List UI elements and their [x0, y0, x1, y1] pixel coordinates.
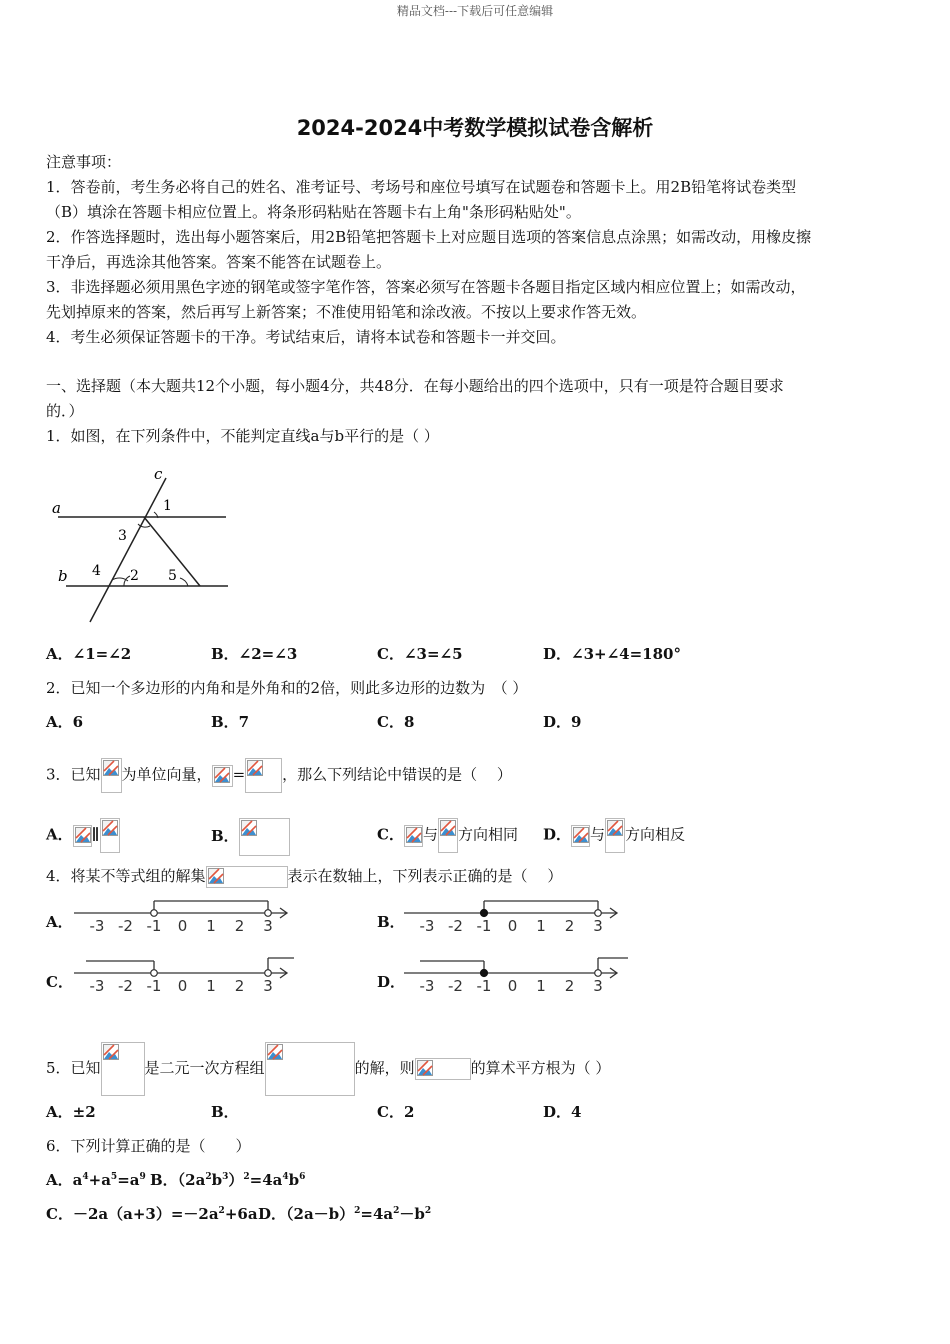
q3-option-a-image-1 — [73, 825, 92, 847]
broken-image-icon — [247, 760, 263, 776]
q5-option-d[interactable]: D．4 — [543, 1103, 582, 1121]
q5-expr-image — [415, 1058, 471, 1080]
q1-option-a[interactable]: A．∠1=∠2 — [46, 645, 132, 663]
q4-option-c-label[interactable]: C． — [46, 973, 73, 991]
q5-stem-a: 5．已知 — [46, 1059, 101, 1077]
tick-label: 0 — [507, 917, 518, 935]
label-c: c — [154, 465, 163, 483]
q5-stem-c: 的解，则 — [354, 1059, 415, 1077]
tick-label: 0 — [177, 917, 188, 935]
q4-option-a-label[interactable]: A． — [46, 913, 73, 931]
q2-option-c[interactable]: C．8 — [377, 713, 415, 731]
tick-label: 2 — [234, 977, 245, 995]
q3-option-d[interactable] — [543, 818, 685, 853]
tick-label: -3 — [419, 977, 435, 995]
q3-option-d-label: D． — [543, 825, 572, 844]
notice-line-4: 干净后，再选涂其他答案。答案不能答在试题卷上。 — [46, 253, 392, 271]
tick-label: -2 — [448, 917, 463, 935]
q2-stem: 2．已知一个多边形的内角和是外角和的2倍，则此多边形的边数为 （ ） — [46, 679, 528, 697]
q3-option-b-label: B． — [211, 827, 239, 845]
q3-option-d-image-2 — [605, 818, 625, 853]
section-line-2: 的．） — [46, 402, 84, 420]
q3-option-c-end: 方向相同 — [457, 825, 518, 844]
q3-option-b[interactable] — [211, 818, 290, 856]
notice-line-2: （B）填涂在答题卡相应位置上。将条形码粘贴在答题卡右上角"条形码粘贴处"。 — [46, 203, 581, 221]
q5-stem — [46, 1042, 610, 1096]
tick-label: -2 — [118, 977, 133, 995]
q3-option-d-image-1 — [571, 825, 590, 847]
q4-stem — [46, 866, 562, 888]
q3-option-a[interactable] — [46, 818, 120, 853]
q5-option-c[interactable]: C．2 — [377, 1103, 415, 1121]
tick-label: 1 — [536, 977, 546, 995]
q3-option-c-label: C． — [377, 825, 404, 844]
tick-label: 1 — [206, 977, 216, 995]
q3-expr-image — [245, 758, 282, 793]
label-2: 2 — [130, 568, 139, 584]
label-1: 1 — [163, 498, 172, 514]
q3-option-c-mid: 与 — [422, 825, 438, 844]
q3-vector-e-image — [101, 758, 122, 793]
q3-option-d-end: 方向相反 — [625, 825, 686, 844]
label-b: b — [58, 567, 68, 585]
q4-option-b-label[interactable]: B． — [377, 913, 405, 931]
label-a: a — [52, 499, 61, 517]
tick-label: 0 — [177, 977, 188, 995]
q4-numberline-d[interactable] — [398, 953, 630, 998]
notice-line-5: 3．非选择题必须用黑色字迹的钢笔或签字笔作答，答案必须写在答题卡各题目指定区域内相应位置上；如需改动， — [46, 278, 806, 296]
q3-stem-c: = — [232, 765, 246, 784]
broken-image-icon — [440, 820, 456, 836]
q3-option-a-label: A． — [46, 825, 73, 844]
q1-figure — [46, 462, 236, 627]
notice-heading: 注意事项： — [46, 153, 122, 171]
q1-option-c[interactable]: C．∠3=∠5 — [377, 645, 463, 663]
q3-stem-b: 为单位向量， — [121, 765, 212, 784]
label-4: 4 — [92, 563, 101, 579]
q1-option-b[interactable]: B．∠2=∠3 — [211, 645, 298, 663]
tick-label: 3 — [263, 977, 273, 995]
q5-stem-d: 的算术平方根为（ ） — [470, 1059, 611, 1077]
notice-line-6: 先划掉原来的答案，然后再写上新答案；不准使用铅笔和涂改液。不按以上要求作答无效。 — [46, 303, 647, 321]
q6-option-d[interactable]: D．$(2a-b)^2=4a^2-b^2$ — [258, 1205, 432, 1223]
broken-image-icon — [241, 820, 257, 836]
tick-label: -1 — [476, 977, 492, 995]
label-3: 3 — [118, 528, 127, 544]
q2-option-a[interactable]: A．6 — [46, 713, 84, 731]
q3-option-a-parallel: ∥ — [91, 825, 100, 844]
tick-label: 1 — [536, 917, 546, 935]
broken-image-icon — [214, 767, 230, 783]
q1-stem: 1．如图，在下列条件中，不能判定直线a与b平行的是（ ） — [46, 427, 439, 445]
q5-solution-image — [101, 1042, 145, 1096]
broken-image-icon — [103, 1044, 119, 1060]
q3-option-c[interactable] — [377, 818, 518, 853]
broken-image-icon — [75, 827, 91, 843]
page-header: 精品文档---下载后可任意编辑 — [396, 4, 554, 18]
q3-stem-a: 3．已知 — [46, 765, 101, 784]
tick-label: 3 — [593, 917, 603, 935]
q3-option-c-image-2 — [438, 818, 458, 853]
q3-option-c-image-1 — [404, 825, 423, 847]
q6-stem: 6．下列计算正确的是（ ） — [46, 1137, 251, 1155]
page-title: 2024-2024中考数学模拟试卷含解析 — [296, 116, 654, 140]
broken-image-icon — [103, 760, 119, 776]
q3-option-b-image — [239, 818, 290, 856]
q4-numberline-b[interactable] — [398, 893, 628, 938]
line-c — [90, 478, 166, 622]
tick-label: 1 — [206, 917, 216, 935]
q3-vector-a-image — [212, 765, 233, 787]
tick-label: 2 — [564, 977, 575, 995]
q4-option-d-label[interactable]: D． — [377, 973, 406, 991]
broken-image-icon — [417, 1060, 433, 1076]
q1-option-d[interactable]: D．∠3+∠4=180° — [543, 645, 681, 663]
q2-option-d[interactable]: D．9 — [543, 713, 582, 731]
q4-stem-b: 表示在数轴上，下列表示正确的是（ ） — [287, 867, 563, 885]
q4-numberline-c[interactable] — [68, 953, 298, 998]
broken-image-icon — [267, 1044, 283, 1060]
tick-label: -1 — [146, 977, 162, 995]
q3-option-d-mid: 与 — [590, 825, 606, 844]
q4-stem-a: 4．将某不等式组的解集 — [46, 867, 206, 885]
q5-option-b[interactable]: B． — [211, 1103, 239, 1121]
angle-5-arc — [180, 578, 188, 586]
q5-stem-b: 是二元一次方程组 — [144, 1059, 265, 1077]
q3-stem — [46, 758, 512, 793]
tick-label: 2 — [564, 917, 575, 935]
label-5: 5 — [168, 568, 177, 584]
tick-label: -3 — [89, 977, 105, 995]
q4-inequality-image — [206, 866, 288, 888]
tick-label: 3 — [263, 917, 273, 935]
tick-label: -1 — [146, 917, 162, 935]
tick-label: 3 — [593, 977, 603, 995]
tick-label: 2 — [234, 917, 245, 935]
broken-image-icon — [208, 868, 224, 884]
broken-image-icon — [607, 820, 623, 836]
notice-line-7: 4．考生必须保证答题卡的干净。考试结束后，请将本试卷和答题卡一并交回。 — [46, 328, 566, 346]
notice-line-1: 1．答卷前，考生务必将自己的姓名、准考证号、考场号和座位号填写在试题卷和答题卡上。用2B铅笔将试卷类型 — [46, 178, 797, 196]
tick-label: -3 — [89, 917, 105, 935]
tick-label: 0 — [507, 977, 518, 995]
broken-image-icon — [102, 820, 118, 836]
q3-stem-d: ，那么下列结论中错误的是（ ） — [282, 765, 512, 784]
q4-numberline-a[interactable] — [68, 893, 298, 938]
q2-option-b[interactable]: B．7 — [211, 713, 250, 731]
notice-line-3: 2．作答选择题时，选出每小题答案后，用2B铅笔把答题卡上对应题目选项的答案信息点涂黑；如需改动，用橡皮擦 — [46, 228, 812, 246]
tick-label: -3 — [419, 917, 435, 935]
broken-image-icon — [573, 827, 589, 843]
q3-option-a-image-2 — [100, 818, 120, 853]
tick-label: -2 — [448, 977, 463, 995]
tick-label: -2 — [118, 917, 133, 935]
broken-image-icon — [406, 827, 422, 843]
section-line-1: 一、选择题（本大题共12个小题，每小题4分，共48分．在每小题给出的四个选项中，只有一项是符合题目要求 — [46, 377, 784, 395]
q6-option-b[interactable]: B．$(2a^2b^3)^2=4a^4b^6$ — [150, 1171, 306, 1189]
q6-option-a[interactable]: A．$a^4+a^5=a^9$ — [46, 1171, 146, 1189]
tick-label: -1 — [476, 917, 492, 935]
q6-option-c[interactable]: C．$-2a(a+3)=-2a^2+6a$ — [46, 1205, 258, 1223]
q5-option-a[interactable]: A．±2 — [46, 1103, 96, 1121]
q5-system-image — [265, 1042, 355, 1096]
